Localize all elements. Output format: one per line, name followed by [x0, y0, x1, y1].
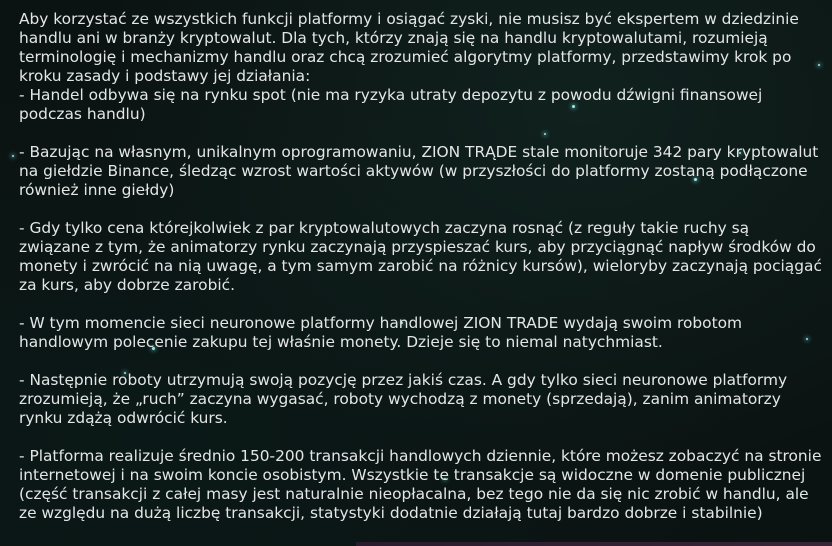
point-price-rise: - Gdy tylko cena którejkolwiek z par kryptowalutowych zaczyna rosnąć (z reguły takie ruchy są związane z tym, że animatorzy rynku zaczynają przyspieszać kurs, aby przyciągnąć napływ środków do monety i zwrócić na nią uwagę, a tym samym zarobić na różnicy kursów), wieloryby zaczynają pociągać za kurs, aby dobrze zarobić. — [19, 219, 822, 294]
point-transactions: - Platforma realizuje średnio 150-200 transakcji handlowych dziennie, które możesz zobaczyć na stronie internetowej i na swoim koncie osobistym. Wszystkie te transakcje są widoczne w domenie publicznej (część transakcji z całej masy jest naturalnie nieopłacalna, bez tego nie da się nic zrobić w handlu, ale ze względu na dużą liczbę transakcji, statystyki dodatnie działają tutaj bardzo dobrze i stabilnie) — [19, 447, 822, 522]
point-monitoring: - Bazując na własnym, unikalnym oprogramowaniu, ZION TRĄDE stale monitoruje 342 pary kryptowalut na giełdzie Binance, śledząc wzrost wartości aktywów (w przyszłości do platformy zostaną podłączone również inne giełdy) — [19, 143, 819, 199]
bottom-image-edge — [356, 542, 832, 546]
article-text — [19, 10, 824, 523]
point-exit-position: - Następnie roboty utrzymują swoją pozycję przez jakiś czas. A gdy tylko sieci neuronowe platformy zrozumieją, że „ruch” zaczyna wygasać, roboty wychodzą z monety (sprzedają), zanim animatorzy rynku zdążą odwrócić kurs. — [19, 371, 788, 427]
point-spot-market: - Handel odbywa się na rynku spot (nie ma ryzyka utraty depozytu z powodu dźwigni finansowej podczas handlu) — [19, 86, 763, 123]
star-decoration — [12, 155, 14, 157]
intro-paragraph: Aby korzystać ze wszystkich funkcji platformy i osiągać zyski, nie musisz być ekspertem w dziedzinie handlu ani w branży kryptowalut. Dla tych, którzy znają się na handlu kryptowalutami, rozumieją terminologię i mechanizmy handlu oraz chcą zrozumieć algorytmy platformy, przedstawimy krok po kroku zasady i podstawy jej działania: — [19, 10, 799, 85]
point-neural-networks: - W tym momencie sieci neuronowe platformy handlowej ZION TRADE wydają swoim robotom handlowym polecenie zakupu tej właśnie monety. Dzieje się to niemal natychmiast. — [19, 314, 743, 351]
